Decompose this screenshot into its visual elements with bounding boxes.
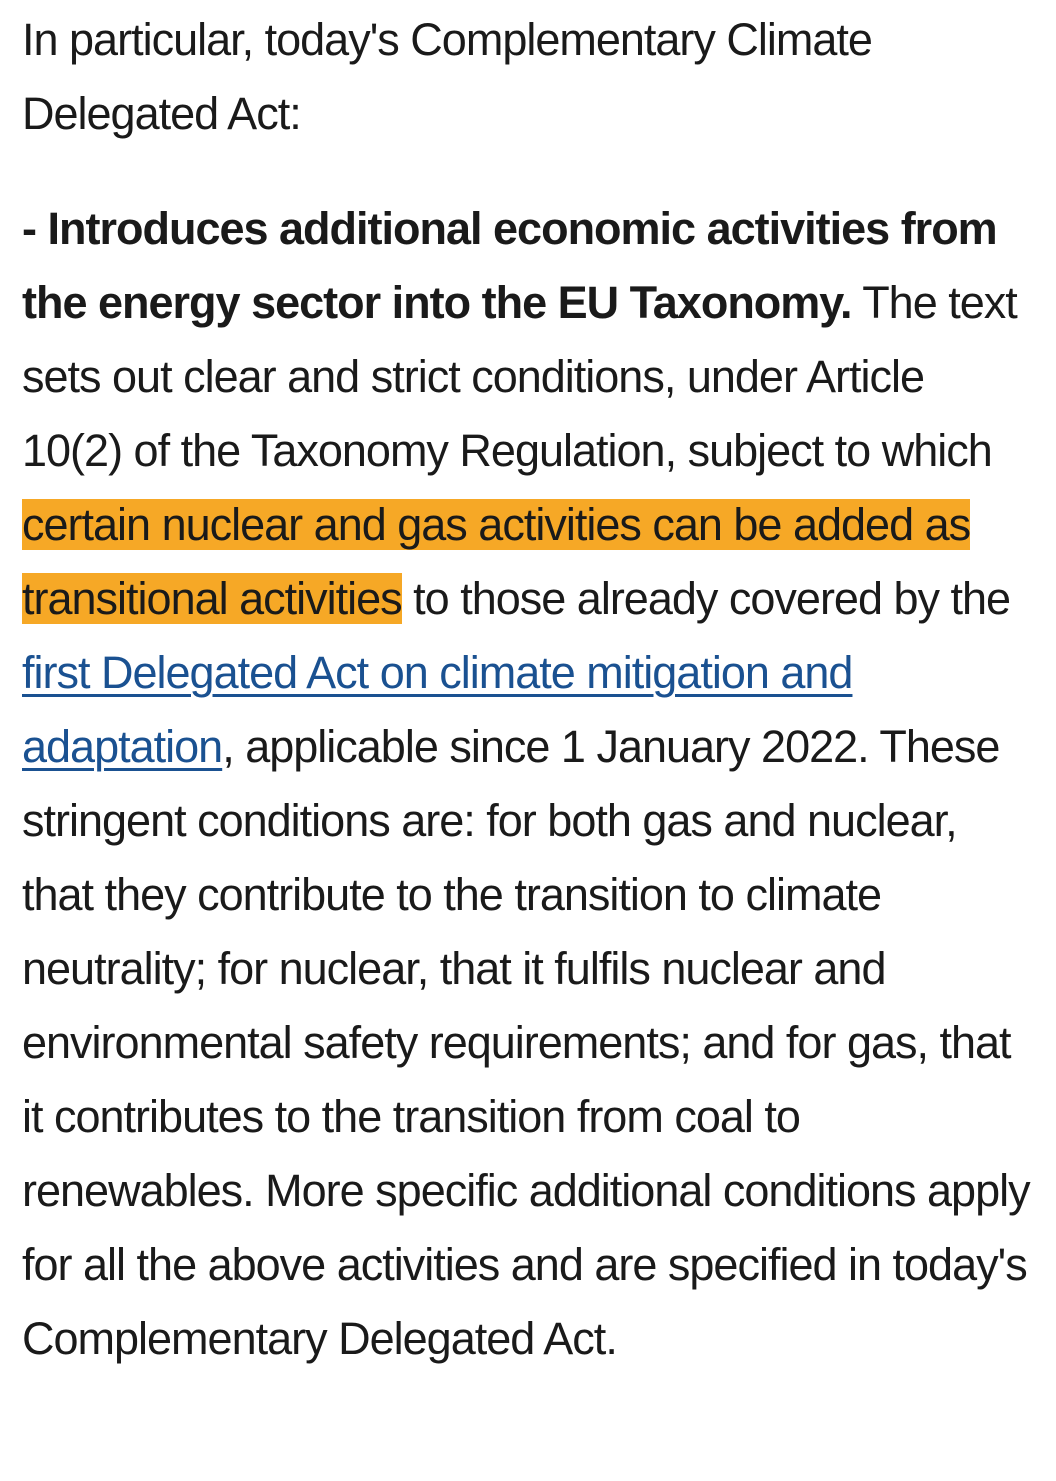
highlighted-text: certain nuclear and gas activities can be added as transitional activities (22, 499, 971, 624)
first-delegated-act-link[interactable]: first Delegated Act on climate mitigation and adaptation (22, 647, 853, 772)
text-segment-after-highlight: to those already covered by the (401, 573, 1011, 624)
bold-lead-text: - Introduces additional economic activities from the energy sector into the EU Taxonomy. (22, 203, 997, 328)
text-segment-after-bold: The text sets out clear and strict conditions, under Article 10(2) of the Taxonomy Regulation, subject to which (22, 277, 1017, 476)
intro-paragraph: In particular, today's Complementary Climate Delegated Act: (22, 14, 872, 139)
body-paragraph (22, 192, 1030, 1376)
text-segment-after-link: , applicable since 1 January 2022. These stringent conditions are: for both gas and nuclear, that they contribute to the transition to climate neutrality; for nuclear, that it fulfils nuclear and environmental safety requirements; and for gas, that it contributes to the transition from coal to renewables. More specific additional conditions apply for all the above activities and are specified in today's Complementary Delegated Act. (22, 721, 1030, 1364)
